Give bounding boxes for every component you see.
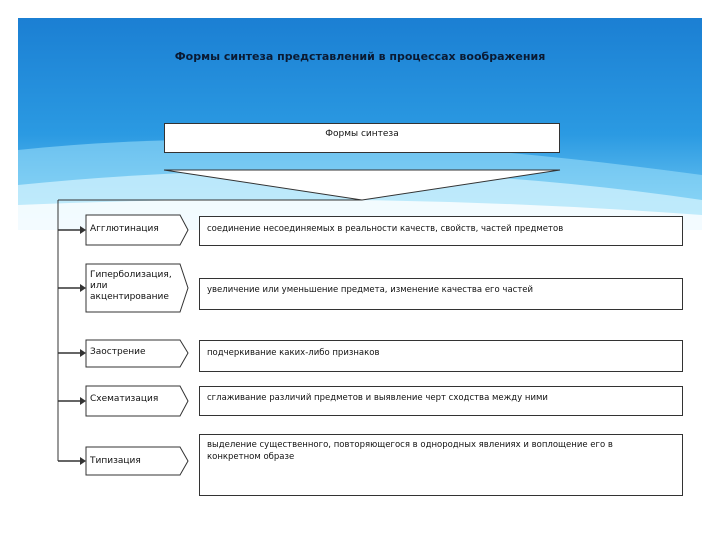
arrow-head <box>80 457 86 465</box>
row-description <box>199 340 683 372</box>
row-description <box>199 278 683 310</box>
row-description <box>199 434 683 496</box>
arrow-head <box>80 349 86 357</box>
row-description-text: выделение существенного, повторяющегося в однородных явлениях и воплощение его в конкретном образе <box>207 440 613 462</box>
row-description <box>199 386 683 416</box>
page-title: Формы синтеза представлений в процессах воображения <box>174 50 546 63</box>
arrow-head <box>80 284 86 292</box>
row-name: Типизация <box>90 456 141 466</box>
funnel-shape <box>164 170 560 200</box>
row-name: Агглютинация <box>90 224 159 234</box>
row-name: Схематизация <box>90 394 159 404</box>
root-label: Формы синтеза <box>325 129 399 139</box>
arrow-head <box>80 397 86 405</box>
row-description-text: сглаживание различий предметов и выявление черт сходства между ними <box>207 393 548 403</box>
row-name: Заострение <box>90 347 146 357</box>
row-description-text: увеличение или уменьшение предмета, изменение качества его частей <box>207 285 534 295</box>
row-description-text: соединение несоединяемых в реальности качеств, свойств, частей предметов <box>207 224 564 234</box>
row-description <box>199 216 683 246</box>
arrow-head <box>80 226 86 234</box>
row-name: Гиперболизация, или акцентирование <box>90 270 172 302</box>
row-description-text: подчеркивание каких-либо признаков <box>207 348 380 358</box>
